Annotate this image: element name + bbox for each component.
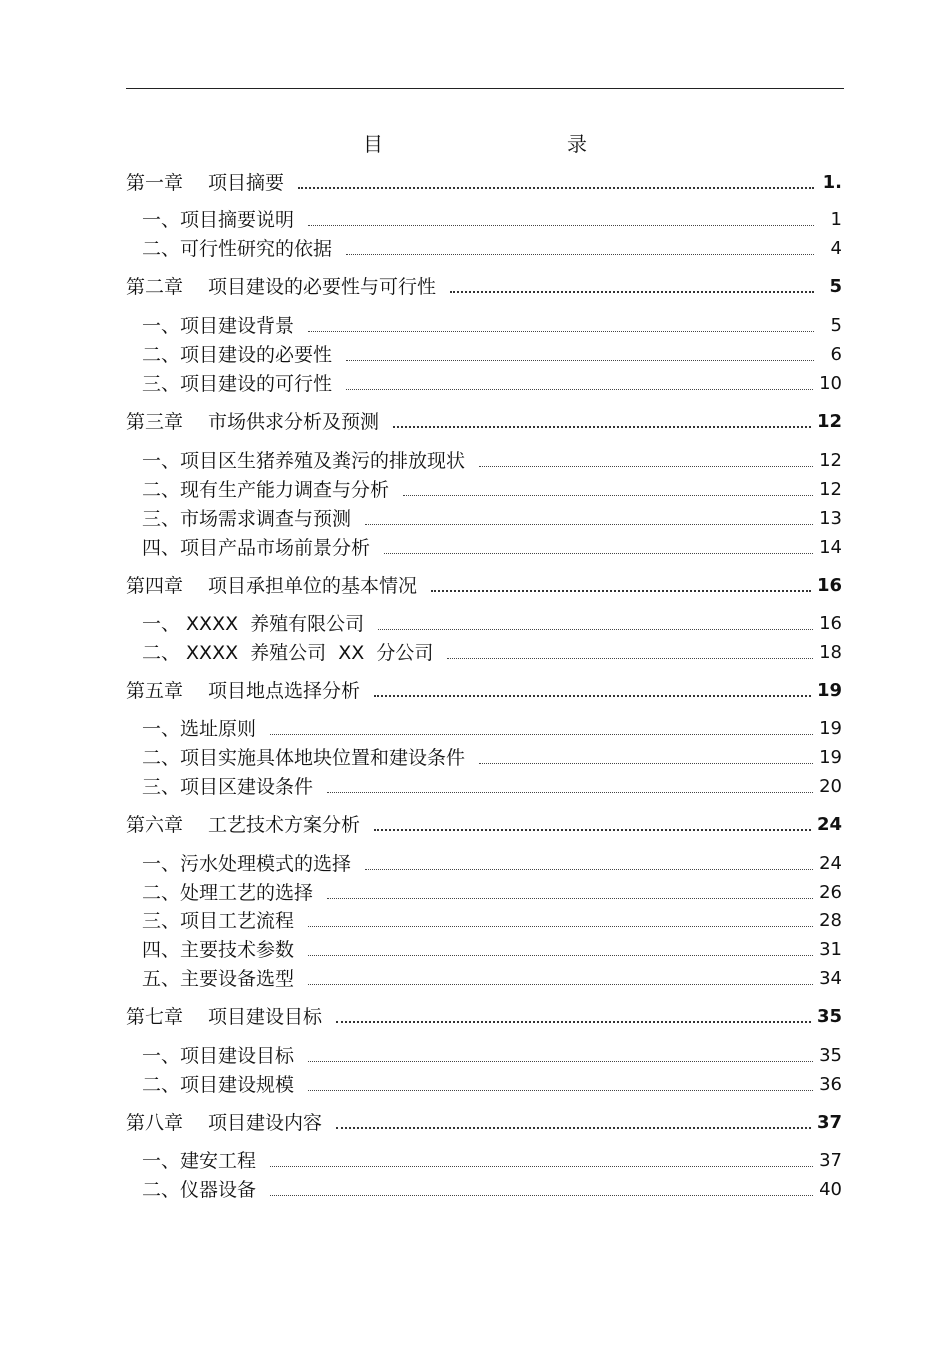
toc-entry-label: 三、项目工艺流程 <box>142 910 295 932</box>
toc-leader-dots <box>384 553 813 554</box>
toc-leader-dots <box>308 926 813 927</box>
toc-leader-dots <box>270 1166 813 1167</box>
toc-entry-label: 第三章 市场供求分析及预测 <box>126 411 380 433</box>
toc-section-entry[interactable] <box>126 207 842 231</box>
toc-entry-label: 二、项目建设的必要性 <box>142 344 333 366</box>
toc-leader-dots <box>336 1127 811 1129</box>
toc-entry-label: 二、项目建设规模 <box>142 1074 295 1096</box>
toc-section-entry[interactable] <box>126 535 842 559</box>
toc-leader-dots <box>374 829 811 831</box>
toc-section-entry[interactable] <box>126 477 842 501</box>
toc-leader-dots <box>393 426 811 428</box>
toc-entry-label: 二、项目实施具体地块位置和建设条件 <box>142 747 466 769</box>
toc-leader-dots <box>450 291 814 293</box>
toc-entry-label: 二、处理工艺的选择 <box>142 882 314 904</box>
toc-page-number: 1 <box>830 209 842 230</box>
toc-page-number: 5 <box>830 315 842 336</box>
toc-entry-label: 一、选址原则 <box>142 718 257 740</box>
toc-page-number: 37 <box>819 1150 842 1171</box>
toc-entry-label: 一、 XXXX 养殖有限公司 <box>142 613 365 635</box>
toc-entry-label: 一、项目建设背景 <box>142 315 295 337</box>
toc-section-entry[interactable] <box>126 716 842 740</box>
toc-section-entry[interactable] <box>126 313 842 337</box>
toc-leader-dots <box>479 763 813 764</box>
toc-leader-dots <box>270 1195 813 1196</box>
toc-section-entry[interactable] <box>126 611 842 635</box>
toc-chapter-entry[interactable] <box>126 573 842 597</box>
toc-section-entry[interactable] <box>126 880 842 904</box>
toc-page-number: 19 <box>819 718 842 739</box>
toc-leader-dots <box>479 466 813 467</box>
toc-leader-dots <box>308 225 814 226</box>
toc-leader-dots <box>308 955 813 956</box>
toc-section-entry[interactable] <box>126 1177 842 1201</box>
toc-page-number: 16 <box>816 575 842 596</box>
toc-title: 目 录 <box>363 132 635 156</box>
toc-page-number: 19 <box>816 680 842 701</box>
toc-page-number: 24 <box>819 853 842 874</box>
toc-entry-label: 一、建安工程 <box>142 1150 257 1172</box>
toc-page-number: 37 <box>816 1112 842 1133</box>
toc-chapter-entry[interactable] <box>126 274 842 298</box>
toc-section-entry[interactable] <box>126 851 842 875</box>
toc-leader-dots <box>308 984 813 985</box>
toc-page-number: 5 <box>829 276 842 297</box>
toc-entry-label: 第七章 项目建设目标 <box>126 1006 323 1028</box>
toc-section-entry[interactable] <box>126 937 842 961</box>
toc-entry-label: 二、 XXXX 养殖公司 XX 分公司 <box>142 642 434 664</box>
toc-section-entry[interactable] <box>126 371 842 395</box>
toc-entry-label: 三、项目区建设条件 <box>142 776 314 798</box>
toc-section-entry[interactable] <box>126 908 842 932</box>
toc-leader-dots <box>447 658 813 659</box>
toc-page-number: 34 <box>819 968 842 989</box>
toc-page-number: 35 <box>816 1006 842 1027</box>
toc-chapter-entry[interactable] <box>126 678 842 702</box>
toc-leader-dots <box>336 1021 811 1023</box>
toc-section-entry[interactable] <box>126 1043 842 1067</box>
toc-section-entry[interactable] <box>126 506 842 530</box>
toc-page-number: 12 <box>819 450 842 471</box>
toc-entry-label: 一、项目摘要说明 <box>142 209 295 231</box>
toc-entry-label: 二、现有生产能力调查与分析 <box>142 479 390 501</box>
toc-leader-dots <box>270 734 813 735</box>
toc-entry-label: 第八章 项目建设内容 <box>126 1112 323 1134</box>
toc-page-number: 6 <box>830 344 842 365</box>
toc-entry-label: 第五章 项目地点选择分析 <box>126 680 361 702</box>
toc-page-number: 10 <box>819 373 842 394</box>
toc-section-entry[interactable] <box>126 640 842 664</box>
toc-leader-dots <box>346 389 813 390</box>
toc-leader-dots <box>298 187 814 189</box>
toc-page-number: 36 <box>819 1074 842 1095</box>
toc-entry-label: 二、仪器设备 <box>142 1179 257 1201</box>
toc-page-number: 24 <box>816 814 842 835</box>
toc-entry-label: 第四章 项目承担单位的基本情况 <box>126 575 418 597</box>
toc-entry-label: 四、主要技术参数 <box>142 939 295 961</box>
toc-page-number: 12 <box>819 479 842 500</box>
toc-leader-dots <box>365 524 813 525</box>
toc-section-entry[interactable] <box>126 966 842 990</box>
toc-entry-label: 二、可行性研究的依据 <box>142 238 333 260</box>
toc-chapter-entry[interactable] <box>126 409 842 433</box>
toc-leader-dots <box>308 331 814 332</box>
toc-leader-dots <box>346 360 814 361</box>
toc-section-entry[interactable] <box>126 342 842 366</box>
toc-entry-label: 三、项目建设的可行性 <box>142 373 333 395</box>
toc-entry-label: 一、项目区生猪养殖及粪污的排放现状 <box>142 450 466 472</box>
toc-page-number: 20 <box>819 776 842 797</box>
toc-entry-label: 五、主要设备选型 <box>142 968 295 990</box>
toc-leader-dots <box>403 495 813 496</box>
toc-entry-label: 三、市场需求调查与预测 <box>142 508 352 530</box>
toc-leader-dots <box>327 898 813 899</box>
toc-entry-label: 第一章 项目摘要 <box>126 172 285 194</box>
header-rule <box>126 88 844 89</box>
toc-page-number: 1. <box>822 172 842 193</box>
toc-chapter-entry[interactable] <box>126 1004 842 1028</box>
toc-entry-label: 第二章 项目建设的必要性与可行性 <box>126 276 437 298</box>
toc-page-number: 16 <box>819 613 842 634</box>
toc-page-number: 18 <box>819 642 842 663</box>
toc-section-entry[interactable] <box>126 774 842 798</box>
toc-page-number: 26 <box>819 882 842 903</box>
toc-page-number: 12 <box>816 411 842 432</box>
toc-section-entry[interactable] <box>126 448 842 472</box>
toc-chapter-entry[interactable] <box>126 1110 842 1134</box>
toc-section-entry[interactable] <box>126 1072 842 1096</box>
toc-entry-label: 四、项目产品市场前景分析 <box>142 537 371 559</box>
toc-leader-dots <box>346 254 814 255</box>
toc-leader-dots <box>327 792 813 793</box>
toc-page-number: 19 <box>819 747 842 768</box>
toc-page-number: 4 <box>830 238 842 259</box>
toc-section-entry[interactable] <box>126 236 842 260</box>
toc-section-entry[interactable] <box>126 1148 842 1172</box>
toc-leader-dots <box>431 590 811 592</box>
toc-entry-label: 一、污水处理模式的选择 <box>142 853 352 875</box>
toc-page-number: 40 <box>819 1179 842 1200</box>
toc-leader-dots <box>308 1090 813 1091</box>
toc-entry-label: 一、项目建设目标 <box>142 1045 295 1067</box>
toc-page-number: 28 <box>819 910 842 931</box>
toc-leader-dots <box>308 1061 813 1062</box>
toc-leader-dots <box>378 629 813 630</box>
toc-leader-dots <box>365 869 813 870</box>
toc-page-number: 35 <box>819 1045 842 1066</box>
toc-chapter-entry[interactable] <box>126 170 842 194</box>
toc-section-entry[interactable] <box>126 745 842 769</box>
toc-page-number: 31 <box>819 939 842 960</box>
toc-leader-dots <box>374 695 811 697</box>
toc-entry-label: 第六章 工艺技术方案分析 <box>126 814 361 836</box>
toc-page-number: 14 <box>819 537 842 558</box>
toc-chapter-entry[interactable] <box>126 812 842 836</box>
toc-page-number: 13 <box>819 508 842 529</box>
